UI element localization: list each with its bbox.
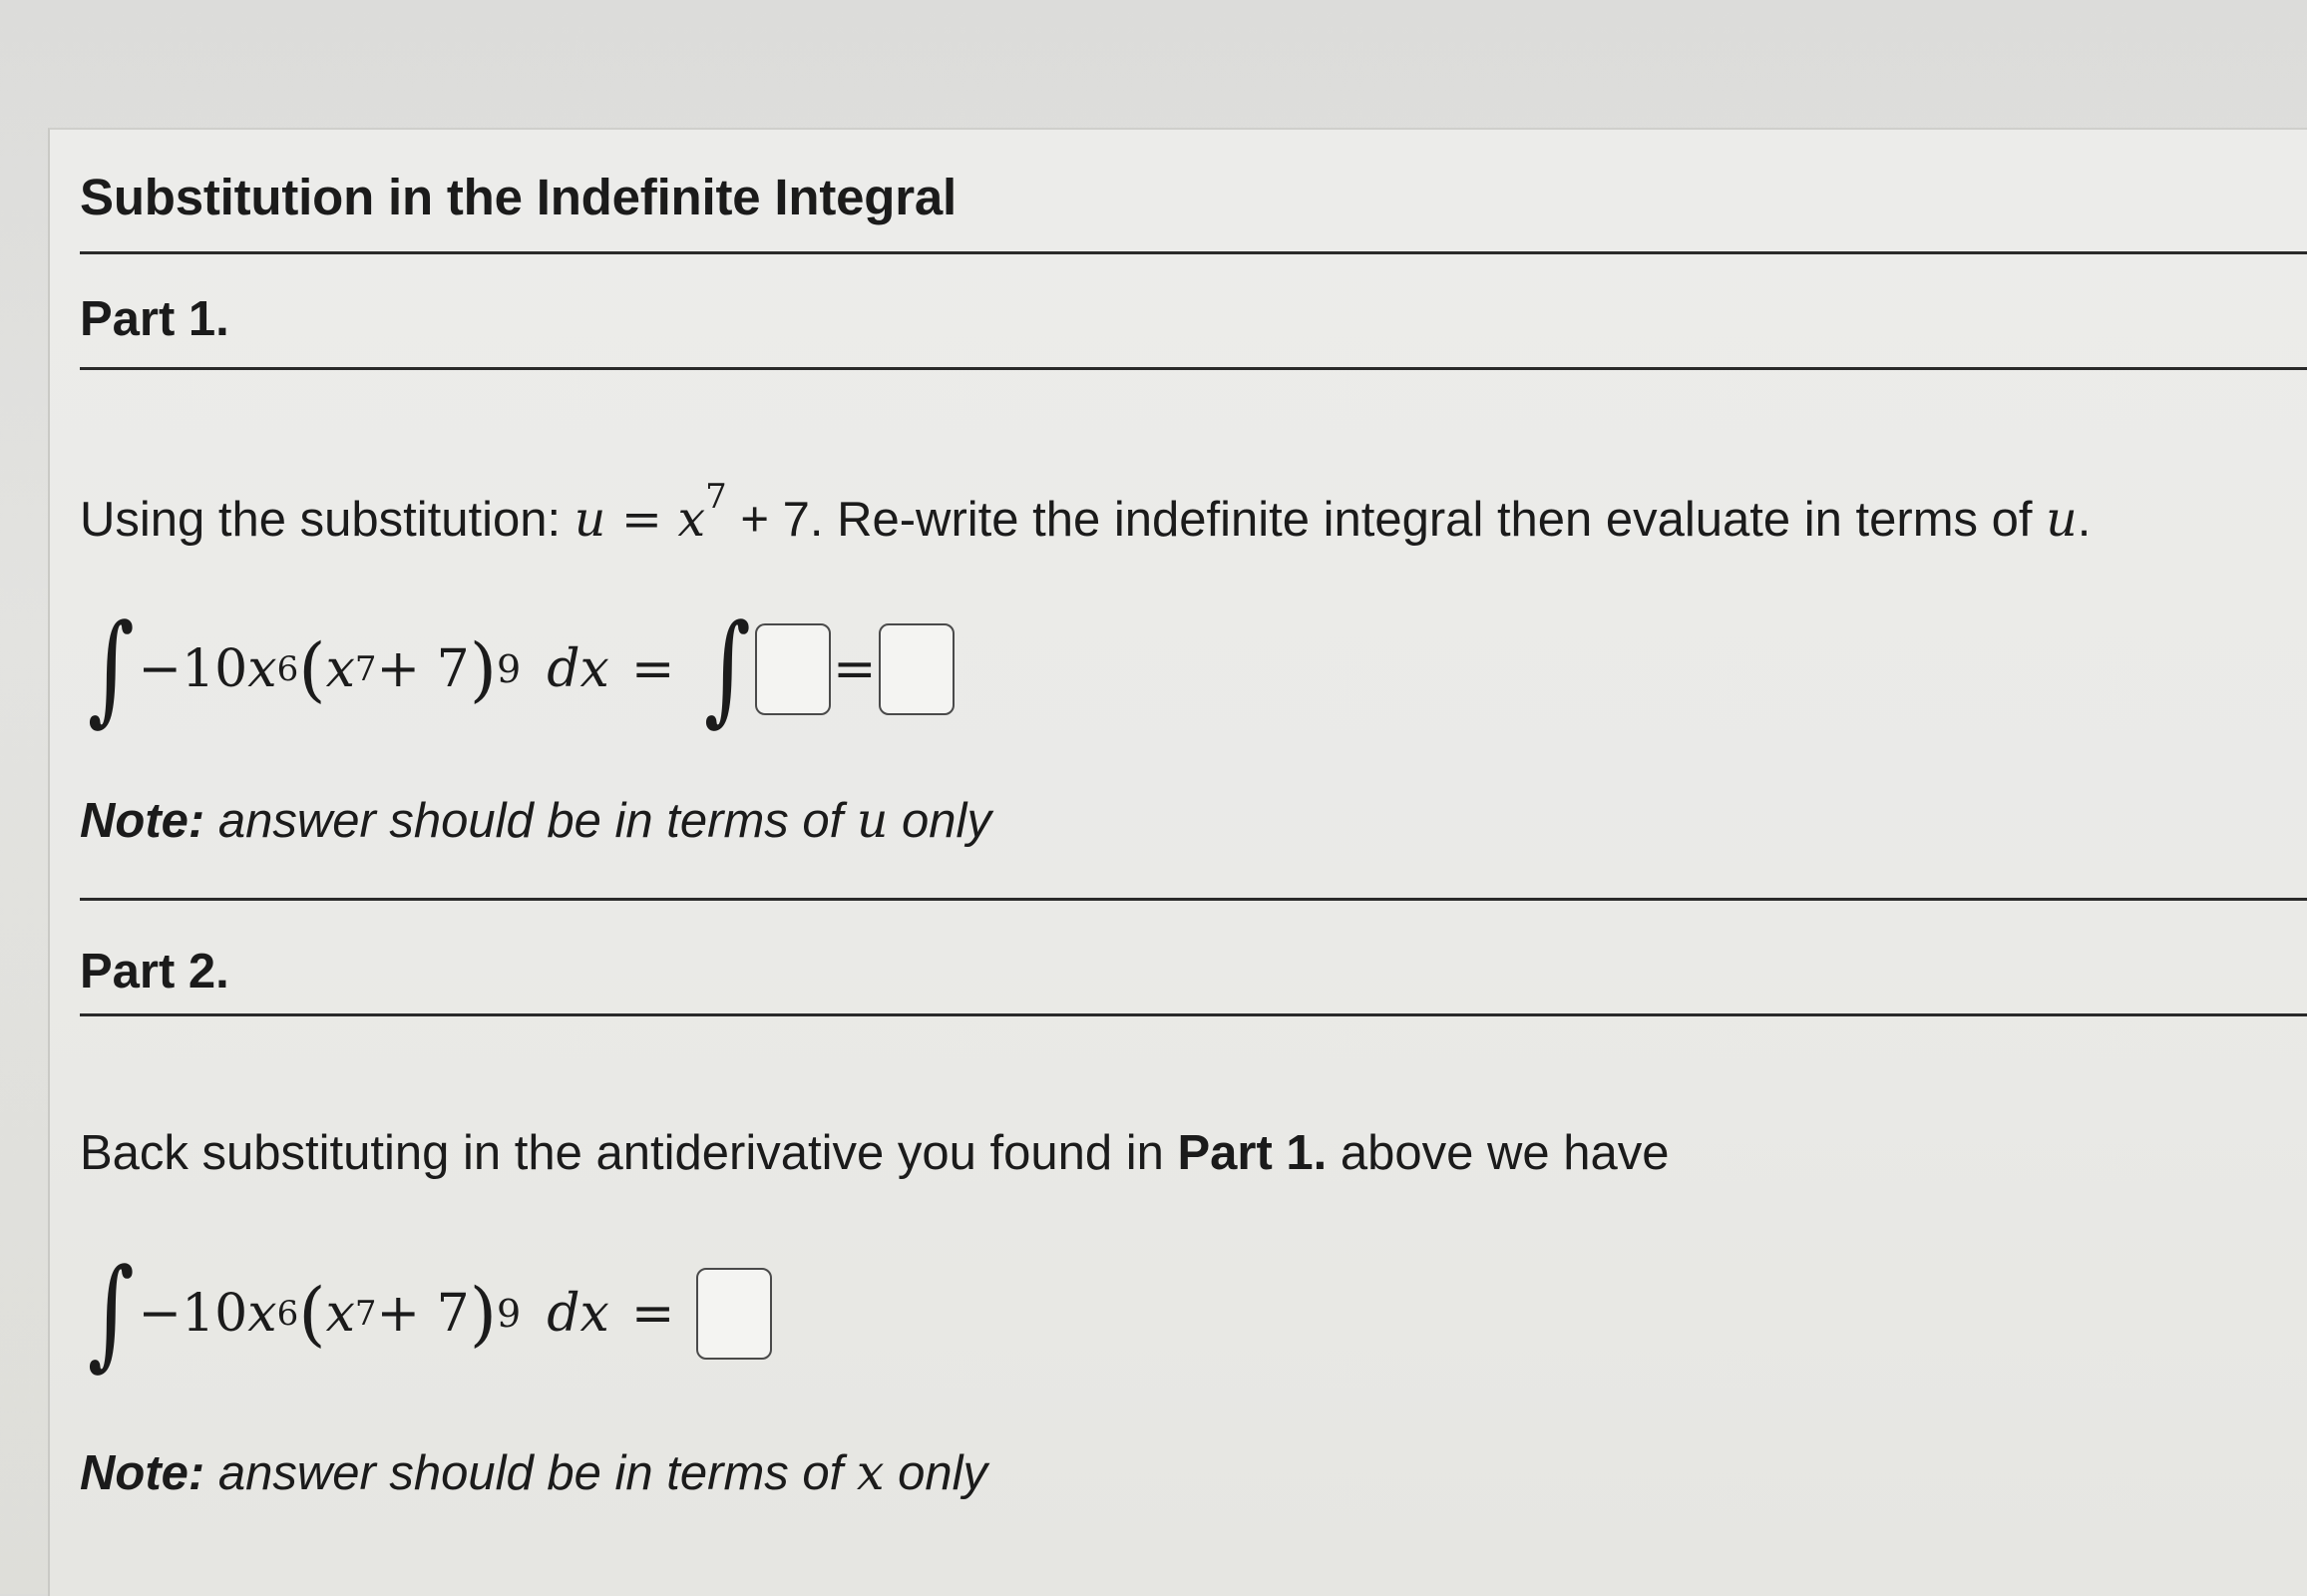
integrand-exponent-9: 9	[497, 647, 522, 691]
substitution-exponent: 7	[705, 477, 727, 517]
equals-sign: =	[630, 639, 675, 699]
integrand-exponent-7: 7	[354, 649, 377, 689]
open-paren-part2: (	[298, 1273, 326, 1355]
u-integrand-input[interactable]	[755, 623, 831, 715]
part1-note-text: answer should be in terms of	[204, 794, 857, 848]
part2-note-var: x	[856, 1444, 885, 1501]
equals-sign-part2: =	[630, 1284, 675, 1344]
integrand-dx-part2: dx	[547, 1284, 609, 1344]
integrand-coefficient-part2: −10	[138, 1284, 248, 1344]
integrand-inner-x: x	[325, 639, 355, 699]
integrand-x-part2: x	[247, 1284, 277, 1344]
equals-sign-inner: =	[832, 639, 877, 699]
part1-instructions	[80, 477, 2091, 548]
part2-divider	[80, 1013, 2307, 1016]
u-antiderivative-input[interactable]	[879, 623, 955, 715]
integrand-x: x	[247, 639, 277, 699]
part2-label: Part 2.	[80, 945, 229, 998]
part2-intro-text: Back substituting in the antiderivative you found in	[80, 1126, 1178, 1180]
part2-note	[80, 1444, 987, 1501]
substitution-u: u	[574, 491, 606, 548]
part1-label: Part 1.	[80, 292, 229, 346]
part2-note-label: Note:	[80, 1446, 205, 1500]
part2-note-end: only	[884, 1446, 988, 1500]
integrand-dx: dx	[547, 639, 609, 699]
substitution-equals: =	[605, 491, 678, 548]
part1-note-end: only	[888, 794, 991, 848]
part1-intro-end: .	[2077, 493, 2092, 547]
part1-note-var: u	[856, 792, 889, 849]
substitution-x: x	[677, 491, 706, 548]
part1-end-divider	[80, 898, 2307, 901]
part2-note-text: answer should be in terms of	[204, 1446, 857, 1500]
close-paren-part2: )	[469, 1273, 498, 1355]
integrand-inner-x-part2: x	[325, 1284, 355, 1344]
part1-note	[80, 792, 991, 849]
part1-intro-text: Using the substitution:	[80, 493, 575, 547]
part2-intro-after: above we have	[1327, 1126, 1670, 1180]
integral-sign-part2: ∫	[87, 1244, 135, 1383]
x-antiderivative-input[interactable]	[696, 1268, 772, 1360]
part1-note-label: Note:	[80, 794, 205, 848]
integrand-exponent-7-part2: 7	[354, 1294, 377, 1334]
integral-sign: ∫	[87, 599, 135, 738]
integrand-plus-7: + 7	[376, 639, 470, 699]
part2-equation	[80, 1244, 772, 1383]
part1-intro-rest: + 7. Re-write the indefinite integral then evaluate in terms of	[726, 493, 2047, 547]
integrand-exponent-9-part2: 9	[497, 1292, 522, 1336]
integrand-coefficient: −10	[138, 639, 248, 699]
integrand-plus-7-part2: + 7	[376, 1284, 470, 1344]
page-title: Substitution in the Indefinite Integral	[80, 169, 957, 225]
close-paren: )	[469, 628, 498, 710]
part2-intro-bold: Part 1.	[1177, 1126, 1328, 1180]
integrand-exponent-6: 6	[276, 649, 299, 689]
part1-divider	[80, 367, 2307, 370]
part1-intro-var: u	[2046, 491, 2078, 548]
part2-instructions	[80, 1125, 1670, 1181]
part1-equation	[80, 599, 955, 738]
title-divider	[80, 251, 2307, 254]
integral-sign-rhs: ∫	[704, 599, 752, 738]
integrand-exponent-6-part2: 6	[276, 1294, 299, 1334]
open-paren: (	[298, 628, 326, 710]
